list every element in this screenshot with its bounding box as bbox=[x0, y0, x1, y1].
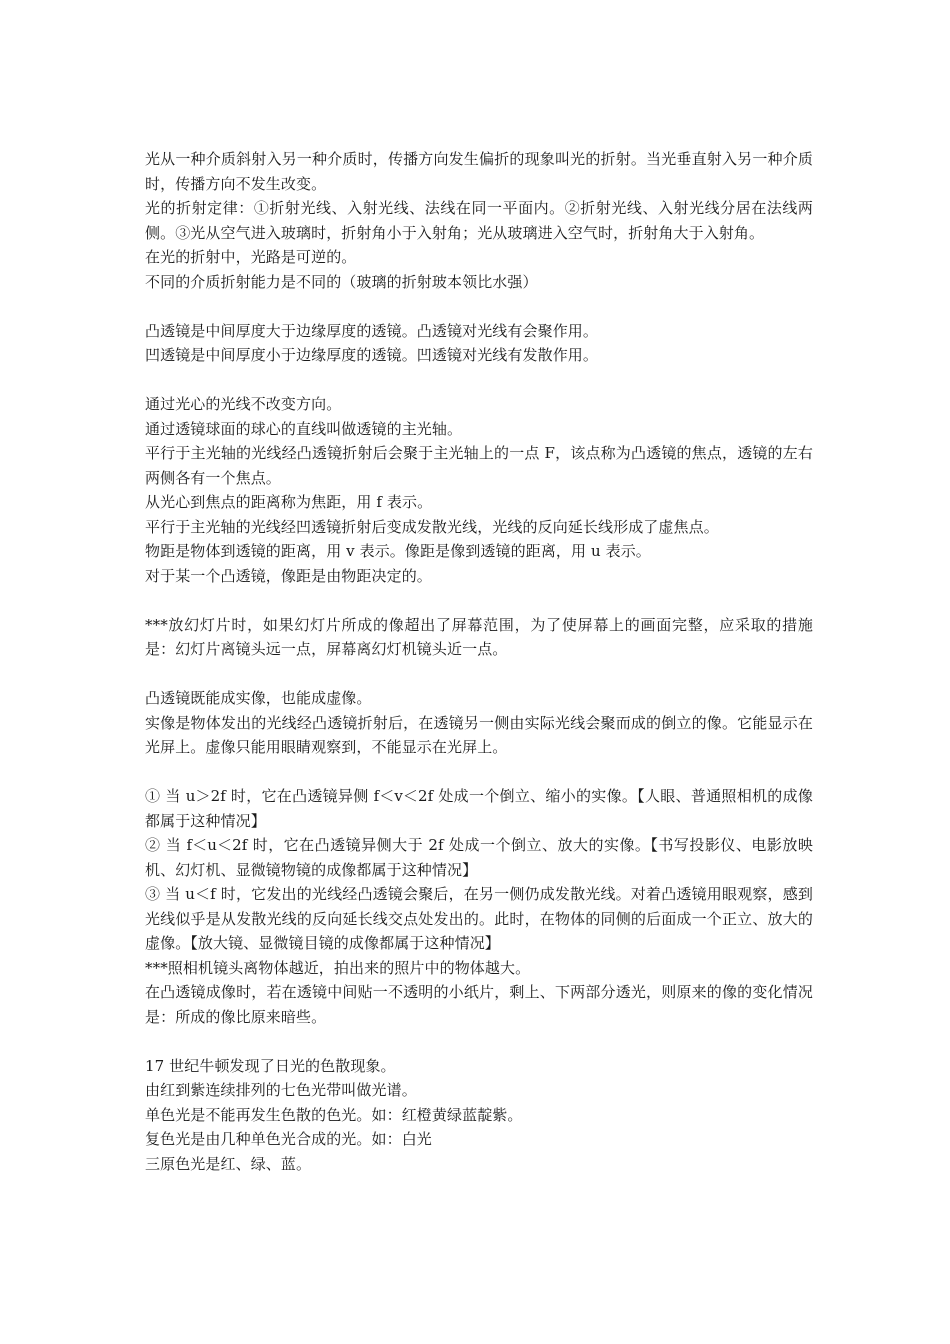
paragraph: 通过透镜球面的球心的直线叫做透镜的主光轴。 bbox=[145, 419, 463, 438]
paragraph: 不同的介质折射能力是不同的（玻璃的折射玻本领比水强） bbox=[145, 272, 538, 291]
paragraph: 在凸透镜成像时，若在透镜中间贴一不透明的小纸片，剩上、下两部分透光，则原来的像的变化情况是：所成的像比原来暗些。 bbox=[145, 983, 813, 1026]
paragraph-gap bbox=[145, 662, 813, 687]
paragraph-gap bbox=[145, 760, 813, 785]
paragraph: 单色光是不能再发生色散的色光。如：红橙黄绿蓝靛紫。 bbox=[145, 1105, 523, 1124]
paragraph: 凹透镜是中间厚度小于边缘厚度的透镜。凹透镜对光线有发散作用。 bbox=[145, 346, 599, 364]
paragraph: ***照相机镜头离物体越近，拍出来的照片中的物体越大。 bbox=[145, 958, 531, 977]
paragraph-gap bbox=[145, 368, 813, 393]
document-body bbox=[145, 147, 813, 1176]
paragraph: ① 当 u＞2f 时，它在凸透镜异侧 f＜v＜2f 处成一个倒立、缩小的实像。【人眼、普通照相机的成像都属于这种情况】 bbox=[145, 787, 813, 830]
paragraph: 三原色光是红、绿、蓝。 bbox=[145, 1154, 312, 1173]
paragraph: 凸透镜是中间厚度大于边缘厚度的透镜。凸透镜对光线有会聚作用。 bbox=[145, 321, 599, 340]
paragraph: ③ 当 u＜f 时，它发出的光线经凸透镜会聚后，在另一侧仍成发散光线。对着凸透镜用眼观察，感到光线似乎是从发散光线的反向延长线交点处发出的。此时，在物体的同侧的后面成一个正立、放大的虚像。【放大镜、显微镜目镜的成像都属于这种情况】 bbox=[145, 885, 813, 952]
paragraph: 平行于主光轴的光线经凹透镜折射后变成发散光线，光线的反向延长线形成了虚焦点。 bbox=[145, 517, 719, 536]
paragraph: 凸透镜既能成实像，也能成虚像。 bbox=[145, 689, 372, 707]
paragraph: ***放幻灯片时，如果幻灯片所成的像超出了屏幕范围，为了使屏幕上的画面完整，应采取的措施是：幻灯片离镜头远一点，屏幕离幻灯机镜头近一点。 bbox=[145, 615, 813, 658]
paragraph-gap bbox=[145, 1029, 813, 1054]
paragraph-gap bbox=[145, 294, 813, 319]
paragraph: 物距是物体到透镜的距离，用 v 表示。像距是像到透镜的距离，用 u 表示。 bbox=[145, 542, 651, 560]
paragraph: 17 世纪牛顿发现了日光的色散现象。 bbox=[145, 1056, 396, 1075]
paragraph: 在光的折射中，光路是可逆的。 bbox=[145, 248, 357, 266]
paragraph-gap bbox=[145, 588, 813, 613]
paragraph: 从光心到焦点的距离称为焦距，用 f 表示。 bbox=[145, 493, 433, 511]
paragraph: 实像是物体发出的光线经凸透镜折射后，在透镜另一侧由实际光线会聚而成的倒立的像。它能显示在光屏上。虚像只能用眼睛观察到，不能显示在光屏上。 bbox=[145, 713, 813, 756]
paragraph: 光的折射定律：①折射光线、入射光线、法线在同一平面内。②折射光线、入射光线分居在法线两侧。③光从空气进入玻璃时，折射角小于入射角；光从玻璃进入空气时，折射角大于入射角。 bbox=[145, 199, 813, 242]
paragraph: 由红到紫连续排列的七色光带叫做光谱。 bbox=[145, 1081, 417, 1099]
paragraph: 对于某一个凸透镜，像距是由物距决定的。 bbox=[145, 566, 432, 585]
paragraph: 复色光是由几种单色光合成的光。如：白光 bbox=[145, 1130, 432, 1148]
paragraph: 通过光心的光线不改变方向。 bbox=[145, 395, 342, 413]
paragraph: ② 当 f＜u＜2f 时，它在凸透镜异侧大于 2f 处成一个倒立、放大的实像。【书写投影仪、电影放映机、幻灯机、显微镜物镜的成像都属于这种情况】 bbox=[145, 836, 813, 879]
paragraph: 平行于主光轴的光线经凸透镜折射后会聚于主光轴上的一点 F，该点称为凸透镜的焦点，透镜的左右两侧各有一个焦点。 bbox=[145, 444, 813, 487]
paragraph: 光从一种介质斜射入另一种介质时，传播方向发生偏折的现象叫光的折射。当光垂直射入另一种介质时，传播方向不发生改变。 bbox=[145, 150, 813, 193]
